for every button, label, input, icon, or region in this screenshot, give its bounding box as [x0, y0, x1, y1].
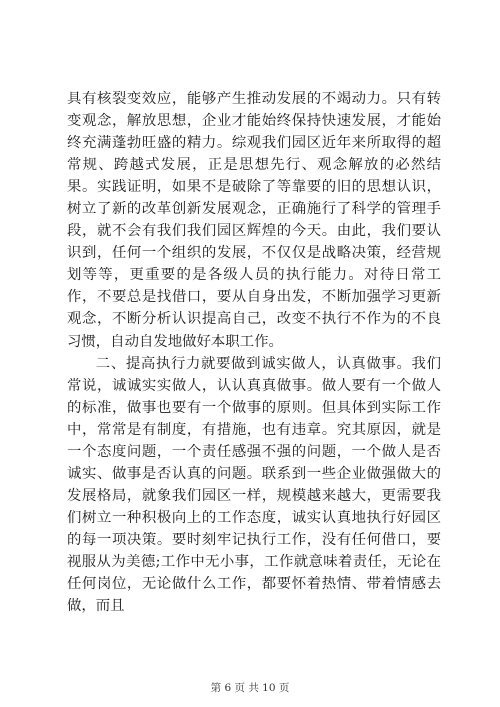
document-body [67, 88, 441, 617]
paragraph-continuation: 具有核裂变效应，能够产生推动发展的不竭动力。只有转变观念，解放思想，企业才能始终保持快速发展，才能始终充满蓬勃旺盛的精力。综观我们园区近年来所取得的超常规、跨越式发展，正是思想先行、观念解放的必然结果。实践证明，如果不是破除了等靠要的旧的思想认识，树立了新的改革创新发展观念，正确施行了科学的管理手段，就不会有我们我们园区辉煌的今天。由此，我们要认识到，任何一个组织的发展，不仅仅是战略决策，经营规划等等，更重要的是各级人员的执行能力。对待日常工作，不要总是找借口，要从自身出发，不断加强学习更新观念，不断分析认识提高自己，改变不执行不作为的不良习惯，自动自发地做好本职工作。 [67, 91, 441, 350]
page-footer: 第 6 页 共 10 页 [210, 682, 290, 694]
paragraph-section-two: 二、提高执行力就要做到诚实做人，认真做事。我们常说，诚诚实实做人，认认真真做事。做人要有一个做人的标准，做事也要有一个做事的原则。但具体到实际工作中，常常是有制度，有措施，也有违章。究其原因，就是一个态度问题，一个责任感强不强的问题，一个做人是否诚实、做事是否认真的问题。联系到一些企业做强做大的发展格局，就象我们园区一样，规模越来越大，更需要我们树立一种积极向上的工作态度，诚实认真地执行好园区的每一项决策。要时刻牢记执行工作，没有任何借口，要视服从为美德;工作中无小事，工作就意味着责任，无论在任何岗位，无论做什么工作，都要怀着热情、带着情感去做，而且 [67, 355, 441, 615]
